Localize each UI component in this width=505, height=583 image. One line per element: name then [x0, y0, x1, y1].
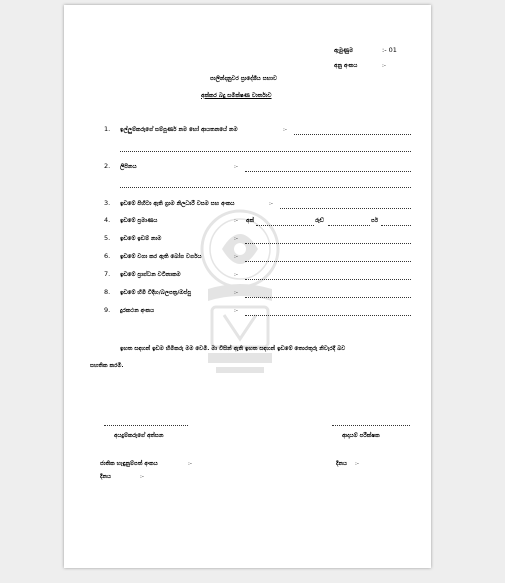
date-separator-left: :- — [140, 474, 144, 480]
q2-label: ලිපිනය — [120, 164, 137, 170]
q1-answer-line[interactable] — [294, 134, 411, 135]
q3-separator: :- — [269, 201, 273, 207]
annex-label: ඇමුණුම — [334, 48, 354, 54]
q5-answer-line[interactable] — [245, 243, 411, 244]
q7-label: ඉඩමේ ප්‍රාග්ධන වටිනාකම — [120, 272, 181, 278]
q9-label: දුරකථන අංකය — [120, 308, 155, 314]
q2-answer-line[interactable] — [245, 171, 411, 172]
declaration-line-1: ඉහත සඳහන් ඉඩම හිමිකරු මම වෙමි. මා විසින් ඇති ඉහත සඳහන් ඉඩමේ තොරතුරු නිවැරදි බව — [120, 346, 346, 352]
q4-rood-label: රූඩ් — [315, 218, 324, 224]
q8-number: 8. — [104, 288, 111, 296]
q6-answer-line[interactable] — [245, 261, 411, 262]
date-label-left: දිනය — [100, 474, 112, 480]
q6-number: 6. — [104, 252, 111, 260]
q6-label: ඉඩමේ වගා කර ඇති බෝග වර්ගය — [120, 254, 202, 260]
officer-signature-line[interactable] — [332, 425, 410, 426]
council-title: පාලින්දනුවර ප්‍රාදේශීය සභාව — [210, 76, 277, 82]
q2-separator: :- — [234, 164, 238, 170]
officer-signature-label: ආදායම් පරීක්ෂක — [342, 433, 380, 439]
q5-separator: :- — [234, 236, 238, 242]
q4-acre-field[interactable] — [256, 225, 314, 226]
q4-separator: :- — [234, 218, 238, 224]
q9-separator: :- — [234, 308, 238, 314]
q4-acre-label: අක් — [246, 218, 254, 224]
q8-separator: :- — [234, 290, 238, 296]
reference-label: අනු අංකය — [334, 63, 358, 69]
date-label-right: දිනය — [336, 461, 348, 467]
q3-number: 3. — [104, 199, 111, 207]
q3-answer-line[interactable] — [280, 208, 411, 209]
q8-label: ඉඩමේ හිමි විදිහ/බලපත්‍ර/ඔප්පු — [120, 290, 192, 296]
q9-number: 9. — [104, 306, 111, 314]
q1-label: ඉල්ලුම්කරුගේ සම්පූර්ණ නම හෝ ආයතනයේ නම — [120, 127, 238, 133]
q2-answer-line-2[interactable] — [120, 187, 411, 188]
q4-rood-field[interactable] — [328, 225, 370, 226]
nic-label: ජාතික හැඳුනුම්පත් අංකය — [100, 461, 158, 467]
q4-perch-field[interactable] — [381, 225, 411, 226]
applicant-signature-label: අයදුම්කරුගේ අත්සන — [114, 433, 164, 439]
q1-separator: :- — [283, 127, 287, 133]
q6-separator: :- — [234, 254, 238, 260]
q7-number: 7. — [104, 270, 111, 278]
q3-label: ඉඩමේ පිහිටා ඇති ග්‍රාම නිලධාරී වසම සහ අංකය — [120, 201, 235, 207]
nic-separator: :- — [188, 461, 192, 467]
form-title: අක්කර බදු සමීක්ෂණ වාර්තාව — [201, 93, 272, 99]
q4-number: 4. — [104, 216, 111, 224]
annex-value: :- 01 — [382, 46, 397, 54]
q8-answer-line[interactable] — [245, 297, 411, 298]
q1-number: 1. — [104, 125, 111, 133]
q5-label: ඉඩමේ ඉඩම් නාම — [120, 236, 162, 242]
q1-answer-line-2[interactable] — [120, 151, 411, 152]
applicant-signature-line[interactable] — [104, 425, 188, 426]
q9-answer-line[interactable] — [245, 315, 411, 316]
reference-value: :- — [382, 63, 386, 69]
q4-perch-label: පර් — [371, 218, 379, 224]
declaration-line-2: සහතික කරමි. — [90, 363, 124, 369]
q4-label: ඉඩමේ ප්‍රමාණය — [120, 218, 158, 224]
document-page — [64, 5, 431, 568]
q7-separator: :- — [234, 272, 238, 278]
q2-number: 2. — [104, 162, 111, 170]
date-separator-right: :- — [355, 461, 359, 467]
q7-answer-line[interactable] — [245, 279, 411, 280]
q5-number: 5. — [104, 234, 111, 242]
